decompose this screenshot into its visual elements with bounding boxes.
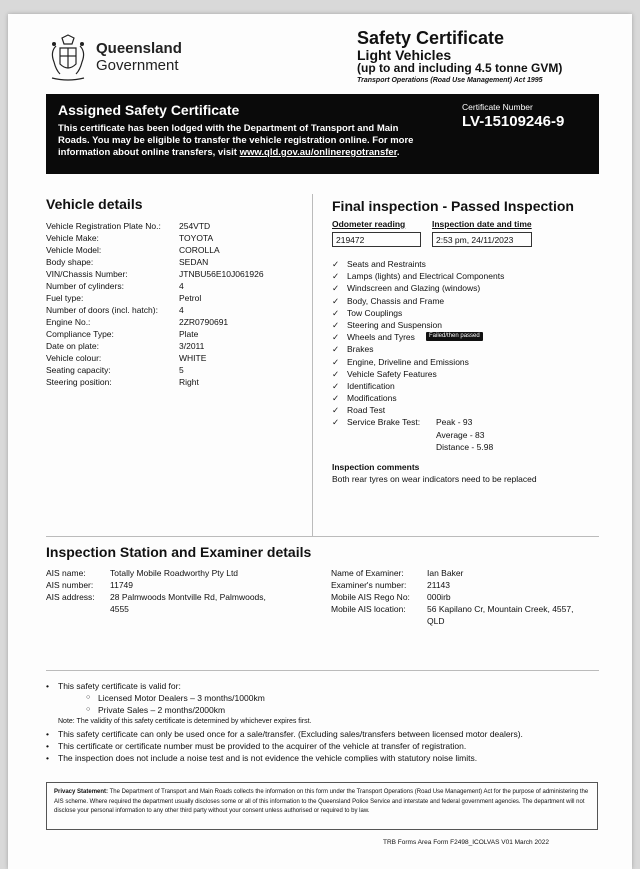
check-label: Tow Couplings (347, 307, 403, 318)
logo-line2: Government (96, 57, 179, 74)
note-valid-for: • This safety certificate is valid for: (46, 680, 606, 692)
act-reference: Transport Operations (Road Use Management) Act 1995 (357, 77, 543, 84)
banner-title: Assigned Safety Certificate (58, 102, 240, 118)
inspection-check-item (332, 258, 612, 270)
qld-government-logo (46, 34, 206, 90)
vehicle-detail-value: Plate (179, 329, 199, 339)
check-icon: ✓ (332, 332, 340, 343)
validity-notes (46, 680, 606, 764)
examiner-number-label: Examiner's number: (331, 580, 407, 590)
examiner-number: 21143 (427, 580, 451, 590)
banner-text (58, 123, 428, 159)
examiner-label: Name of Examiner: (331, 568, 404, 578)
mobile-ais-location-label: Mobile AIS location: (331, 604, 406, 614)
inspection-date-label: Inspection date and time (432, 219, 532, 229)
vehicle-detail-row (46, 292, 306, 304)
vehicle-detail-value: COROLLA (179, 245, 220, 255)
check-label: Modifications (347, 393, 397, 404)
vehicle-detail-label: Vehicle Model: (46, 245, 102, 255)
note-validity: Note: The validity of this safety certificate is determined by whichever expires first. (58, 718, 312, 725)
vehicle-detail-row (46, 280, 306, 292)
vehicle-detail-row (46, 304, 306, 316)
inspection-check-item (332, 343, 612, 355)
vehicle-details-heading: Vehicle details (46, 196, 143, 212)
vehicle-detail-label: Vehicle colour: (46, 353, 102, 363)
brake-peak: Peak - 93 (436, 417, 473, 428)
page-subtitle-gvm: (up to and including 4.5 tonne GVM) (357, 61, 563, 75)
column-divider (312, 194, 313, 536)
inspection-checklist (332, 258, 612, 453)
vehicle-detail-label: Steering position: (46, 377, 112, 387)
inspection-check-item (332, 356, 612, 368)
coat-of-arms-icon (46, 34, 90, 84)
check-icon: ✓ (332, 271, 340, 282)
check-label: Identification (347, 380, 395, 391)
ais-name-label: AIS name: (46, 568, 86, 578)
odometer-value: 219472 (332, 232, 421, 247)
vehicle-detail-value: TOYOTA (179, 233, 214, 243)
check-label: Service Brake Test: (347, 417, 421, 428)
vehicle-details-list (46, 220, 306, 388)
vehicle-detail-value: WHITE (179, 353, 207, 363)
ais-address-line1: 28 Palmwoods Montville Rd, Palmwoods, (110, 592, 266, 602)
vehicle-detail-label: Number of cylinders: (46, 281, 124, 291)
vehicle-detail-row (46, 268, 306, 280)
certificate-number: LV-15109246-9 (462, 113, 565, 130)
check-icon: ✓ (332, 295, 340, 306)
inspection-check-item (332, 331, 612, 343)
inspection-check-item (332, 270, 612, 282)
vehicle-detail-value: 3/2011 (179, 341, 205, 351)
check-icon: ✓ (332, 344, 340, 355)
check-icon: ✓ (332, 307, 340, 318)
vehicle-detail-row (46, 220, 306, 232)
station-heading: Inspection Station and Examiner details (46, 544, 312, 560)
inspection-check-item (332, 404, 612, 416)
mobile-ais-rego: 000irb (427, 592, 451, 602)
vehicle-detail-row (46, 364, 306, 376)
inspection-check-item (332, 416, 612, 428)
check-icon: ✓ (332, 368, 340, 379)
inspection-date-value: 2:53 pm, 24/11/2023 (432, 232, 532, 247)
ais-number-label: AIS number: (46, 580, 94, 590)
vehicle-detail-label: Number of doors (incl. hatch): (46, 305, 158, 315)
inspection-check-item (332, 295, 612, 307)
check-label: Vehicle Safety Features (347, 368, 437, 379)
online-transfer-link[interactable]: www.qld.gov.au/onlineregotransfer (239, 147, 397, 158)
inspection-check-item (332, 380, 612, 392)
note-once: • This safety certificate can only be used once for a sale/transfer. (Excluding sales/transfers between licensed motor dealers). (46, 728, 606, 740)
ais-address-label: AIS address: (46, 592, 95, 602)
banner-end: . (396, 147, 400, 158)
inspection-check-item (332, 392, 612, 404)
form-footer: TRB Forms Area Form F2498_ICOLVAS V01 March 2022 (383, 839, 549, 846)
vehicle-detail-label: Vehicle Make: (46, 233, 99, 243)
check-label: Road Test (347, 405, 386, 416)
brake-distance: Distance - 5.98 (436, 441, 494, 452)
vehicle-detail-value: SEDAN (179, 257, 209, 267)
odometer-label: Odometer reading (332, 219, 406, 229)
vehicle-detail-row (46, 328, 306, 340)
note-provide: • This certificate or certificate number must be provided to the acquirer of the vehicle at transfer of registration. (46, 740, 606, 752)
vehicle-detail-value: JTNBU56E10J061926 (179, 269, 264, 279)
vehicle-detail-label: Fuel type: (46, 293, 84, 303)
page-title: Safety Certificate (357, 28, 505, 48)
check-label: Windscreen and Glazing (windows) (347, 283, 481, 294)
final-inspection-heading: Final inspection - Passed Inspection (332, 198, 574, 214)
vehicle-detail-value: Petrol (179, 293, 202, 303)
check-icon: ✓ (332, 259, 340, 269)
check-label: Brakes (347, 344, 374, 355)
mobile-ais-location-line2: QLD (427, 616, 445, 626)
check-icon: ✓ (332, 283, 340, 294)
certificate-page (8, 14, 632, 869)
check-icon: ✓ (332, 417, 340, 428)
inspection-check-item (332, 307, 612, 319)
check-label: Body, Chassis and Frame (347, 295, 445, 306)
inspection-comments-label: Inspection comments (332, 462, 420, 472)
note-dealers: ○ Licensed Motor Dealers – 3 months/1000km (46, 692, 606, 704)
brake-average: Average - 83 (436, 429, 485, 440)
vehicle-detail-value: 2ZR0790691 (179, 317, 229, 327)
vehicle-detail-row (46, 340, 306, 352)
brake-distance-row (332, 441, 612, 453)
privacy-text: The Department of Transport and Main Roads collects the information on this form under the Transport Operations (Road Use Management) Act for the purpose of administering the AIS scheme. Where required the department usually discloses some or all of this information to the Queensland Police Service and interstate and federal government agencies. The department will not disclose your personal information to any other third party without your consent unless authorised or required to by law. (54, 789, 589, 814)
failed-then-passed-badge: Failed/then passed (426, 332, 483, 341)
check-icon: ✓ (332, 319, 340, 330)
mobile-ais-location-line1: 56 Kapilano Cr, Mountain Creek, 4557, (427, 604, 574, 614)
brake-average-row (332, 429, 612, 441)
inspection-check-item (332, 368, 612, 380)
privacy-label: Privacy Statement: (54, 789, 109, 795)
vehicle-detail-value: 254VTD (179, 221, 211, 231)
examiner-name: Ian Baker (427, 568, 464, 578)
check-icon: ✓ (332, 356, 340, 367)
check-label: Lamps (lights) and Electrical Components (347, 271, 505, 282)
vehicle-detail-row (46, 376, 306, 388)
vehicle-detail-row (46, 352, 306, 364)
ais-address-line2: 4555 (110, 604, 129, 614)
vehicle-detail-label: Vehicle Registration Plate No.: (46, 221, 161, 231)
vehicle-detail-label: VIN/Chassis Number: (46, 269, 128, 279)
logo-line1: Queensland (96, 40, 182, 57)
banner-body: This certificate has been lodged with the Department of Transport and Main Roads. You may be eligible to transfer the vehicle registration online. For more information about online transfers, visit (58, 123, 414, 158)
vehicle-detail-label: Seating capacity: (46, 365, 111, 375)
vehicle-detail-label: Date on plate: (46, 341, 99, 351)
vehicle-detail-label: Body shape: (46, 257, 94, 267)
vehicle-detail-row (46, 256, 306, 268)
assigned-certificate-banner (46, 94, 599, 174)
vehicle-detail-value: Right (179, 377, 199, 387)
check-label: Steering and Suspension (347, 319, 442, 330)
inspection-check-item (332, 282, 612, 294)
check-label: Engine, Driveline and Emissions (347, 356, 469, 367)
page-subtitle: Light Vehicles (357, 47, 452, 63)
vehicle-detail-value: 4 (179, 305, 184, 315)
check-label: Wheels and Tyres (347, 332, 415, 343)
inspection-check-item (332, 319, 612, 331)
vehicle-detail-row (46, 316, 306, 328)
vehicle-detail-value: 5 (179, 365, 184, 375)
vehicle-detail-label: Engine No.: (46, 317, 91, 327)
section-divider (46, 536, 599, 537)
privacy-statement (46, 782, 598, 830)
certificate-number-label: Certificate Number (462, 102, 533, 112)
check-icon: ✓ (332, 405, 340, 416)
section-divider (46, 670, 599, 671)
inspection-comments: Both rear tyres on wear indicators need to be replaced (332, 474, 537, 484)
note-noise: • The inspection does not include a noise test and is not evidence the vehicle complies with statutory noise limits. (46, 752, 606, 764)
vehicle-detail-value: 4 (179, 281, 184, 291)
ais-name: Totally Mobile Roadworthy Pty Ltd (110, 568, 239, 578)
vehicle-detail-row (46, 244, 306, 256)
ais-number: 11749 (110, 580, 134, 590)
check-label: Seats and Restraints (347, 259, 426, 269)
vehicle-detail-label: Compliance Type: (46, 329, 114, 339)
mobile-ais-rego-label: Mobile AIS Rego No: (331, 592, 410, 602)
vehicle-detail-row (46, 232, 306, 244)
check-icon: ✓ (332, 380, 340, 391)
check-icon: ✓ (332, 393, 340, 404)
note-private: ○ Private Sales – 2 months/2000km (46, 704, 606, 716)
